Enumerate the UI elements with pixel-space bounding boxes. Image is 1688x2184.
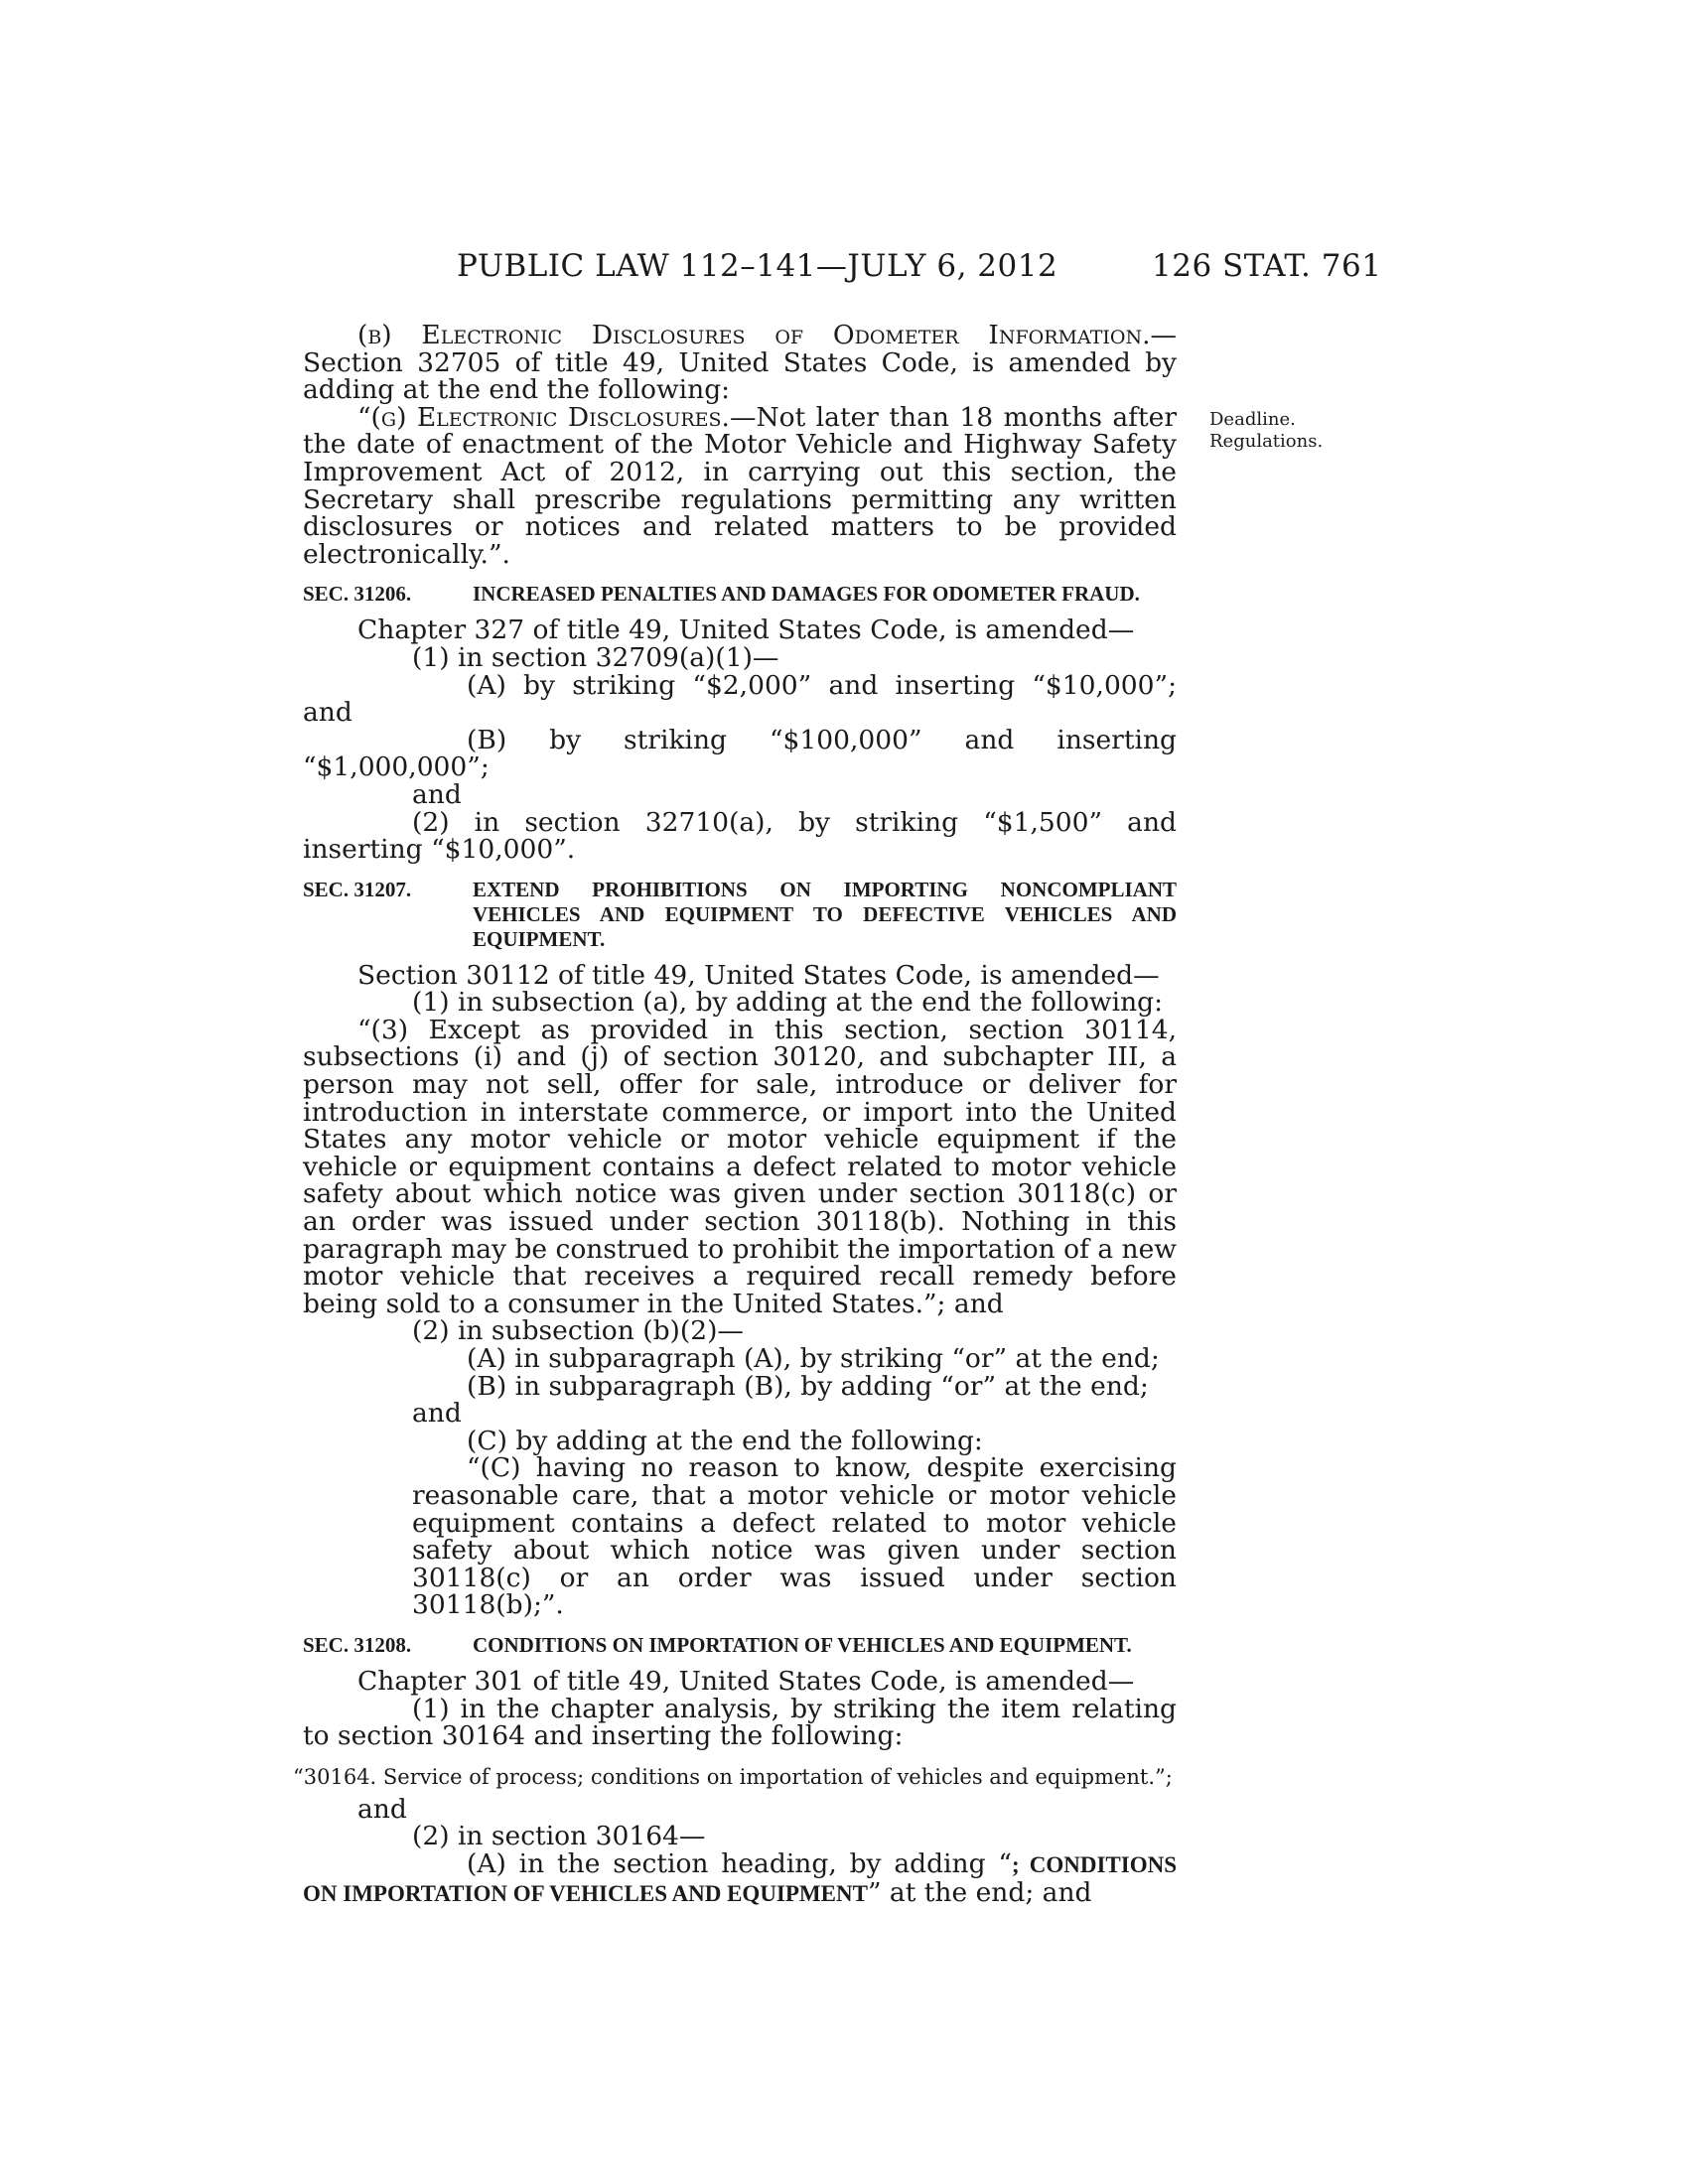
- paragraph: Chapter 327 of title 49, United States Code, is amended—: [357, 614, 1135, 646]
- paragraph: and: [357, 1793, 407, 1825]
- paragraph: (1) in subsection (a), by adding at the end the following:: [412, 987, 1164, 1019]
- section-title: INCREASED PENALTIES AND DAMAGES FOR ODOMETER FRAUD.: [473, 582, 1140, 607]
- section-heading-31206: [303, 582, 1177, 607]
- subsection-g: [303, 401, 1177, 570]
- paragraph: Chapter 301 of title 49, United States Code, is amended—: [357, 1665, 1135, 1697]
- paragraph: (A) in subparagraph (A), by striking “or” at the end;: [467, 1343, 1160, 1374]
- section-heading-31207: [303, 878, 1177, 952]
- paragraph: and: [412, 778, 462, 810]
- paragraph: (1) in section 32709(a)(1)—: [412, 641, 779, 673]
- subsection-g-text: —Not later than 18 months after the date of enactment of the Motor Vehicle and Highway Safety Improvement Act of 2012, in carrying out this section, the Secretary shall prescribe regulations permitting any written disclosures or notices and related matters to be provided electronically.”.: [303, 401, 1177, 570]
- paragraph: and: [412, 1398, 462, 1430]
- text-run: ” at the end; and: [867, 1876, 1092, 1908]
- paragraph: (B) in subparagraph (B), by adding “or” at the end;: [467, 1370, 1149, 1402]
- quoted-paragraph: “(C) having no reason to know, despite exercising reasonable care, that a motor vehicle or motor vehicle equipment contains a defect related to motor vehicle safety about which notice was given under section 30118(c) or an order was issued under section 30118(b);”.: [412, 1452, 1177, 1621]
- paragraph: (B) by striking “$100,000” and inserting “$1,000,000”;: [303, 724, 1177, 783]
- section-label: SEC. 31206.: [303, 582, 412, 607]
- section-label: SEC. 31208.: [303, 1632, 412, 1657]
- margin-note-deadline: Deadline.: [1209, 409, 1296, 430]
- subsection-b-heading: (b) Electronic Disclosures of Odometer Information.—: [357, 320, 1177, 350]
- subsection-g-heading: “(g) Electronic Disclosures.: [357, 401, 730, 433]
- section-title: CONDITIONS ON IMPORTATION OF VEHICLES AND EQUIPMENT.: [473, 1632, 1132, 1657]
- quoted-paragraph: “(3) Except as provided in this section, section 30114, subsections (i) and (j) of section 30120, and subchapter III, a person may not sell, offer for sale, introduce or deliver for introduction in interstate commerce, or import into the United States any motor vehicle or motor vehicle equipment if the vehicle or equipment contains a defect related to motor vehicle safety about which notice was given under section 30118(c) or an order was issued under section 30118(b). Nothing in this paragraph may be construed to prohibit the importation of a new motor vehicle that receives a required recall remedy before being sold to a consumer in the United States.”; and: [303, 1014, 1177, 1319]
- bold-heading-text: ; CONDITIONS ON IMPORTATION OF VEHICLES AND EQUIPMENT: [303, 1851, 1177, 1906]
- statute-page-number: 126 STAT. 761: [1152, 248, 1382, 284]
- paragraph: (C) by adding at the end the following:: [467, 1425, 983, 1456]
- paragraph: (2) in section 32710(a), by striking “$1,500” and inserting “$10,000”.: [303, 806, 1177, 866]
- margin-notes: [1209, 409, 1323, 453]
- text-run: (A) in the section heading, by adding “: [467, 1847, 1012, 1879]
- paragraph: (A) by striking “$2,000” and inserting “$10,000”; and: [303, 669, 1177, 729]
- section-label: SEC. 31207.: [303, 877, 412, 901]
- paragraph: Section 30112 of title 49, United States Code, is amended—: [357, 959, 1160, 991]
- running-header-title: PUBLIC LAW 112–141—JULY 6, 2012: [457, 248, 1058, 284]
- subsection-b-text: Section 32705 of title 49, United States Code, is amended by adding at the end the following:: [303, 346, 1177, 406]
- section-title: EXTEND PROHIBITIONS ON IMPORTING NONCOMPLIANT VEHICLES AND EQUIPMENT TO DEFECTIVE VEHICLES AND EQUIPMENT.: [473, 877, 1177, 951]
- margin-note-regulations: Regulations.: [1209, 431, 1324, 452]
- section-heading-31208: [303, 1633, 1177, 1658]
- paragraph: (2) in section 30164—: [412, 1821, 706, 1852]
- table-of-sections-item: “30164. Service of process; conditions on importation of vehicles and equipment.”;: [293, 1764, 1173, 1789]
- body-text-column: [293, 320, 1177, 1908]
- paragraph: (1) in the chapter analysis, by striking the item relating to section 30164 and inserting the following:: [303, 1693, 1177, 1752]
- paragraph: (2) in subsection (b)(2)—: [412, 1315, 744, 1347]
- subsection-b: [303, 322, 1177, 404]
- paragraph: [303, 1847, 1177, 1908]
